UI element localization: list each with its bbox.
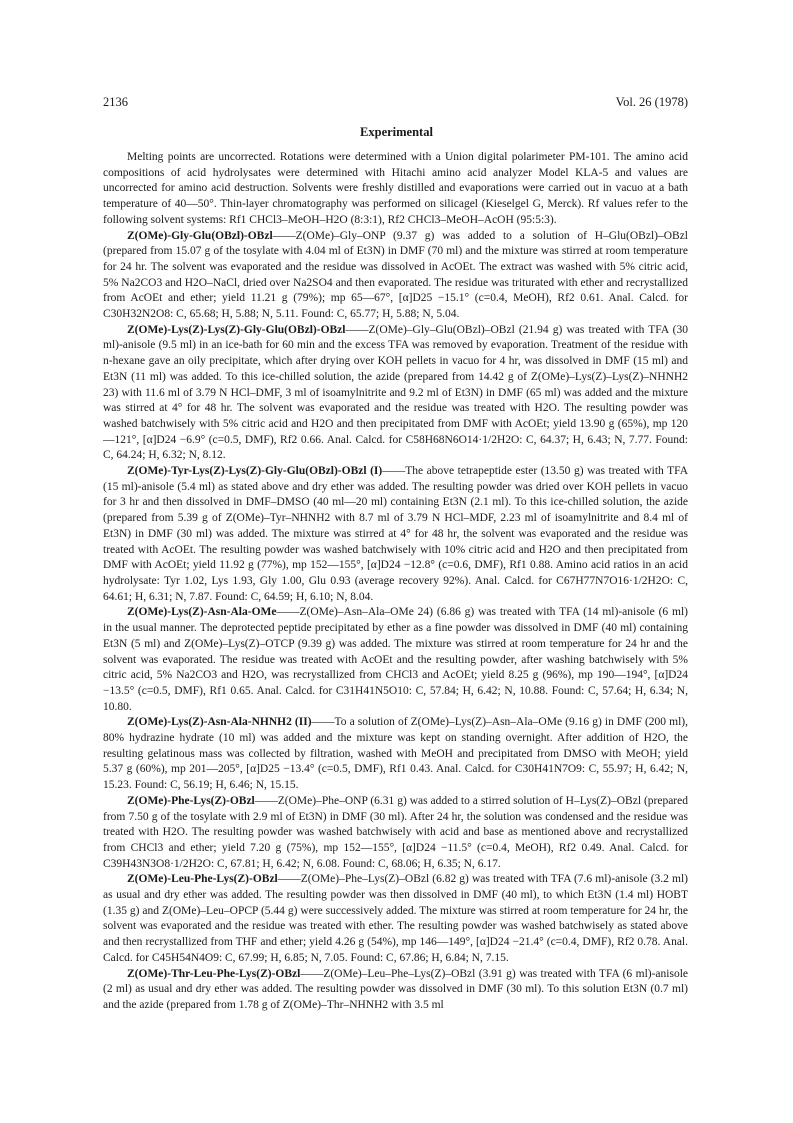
paragraph-heading: Z(OMe)-Lys(Z)-Asn-Ala-NHNH2 (II)	[127, 716, 312, 729]
paragraph-text: ——To a solution of Z(OMe)–Lys(Z)–Asn–Ala–OMe (9.16 g) in DMF (200 ml), 80% hydrazine hydrate (10 ml) was added and the mixture was kept on standing overnight. After addition of H2O, the resulting gelatinous mass was collected by filtration, washed with MeOH and precipitated from DMSO with MeOH; yield 5.37 g (60%), mp 201—205°, [α]D25 −13.4° (c=0.5, DMF), Rf1 0.43. Anal. Calcd. for C30H41N7O9: C, 55.97; H, 6.42; N, 15.23. Found: C, 56.19; H, 6.46; N, 15.15.	[103, 716, 688, 792]
paragraph-compound	[103, 715, 688, 794]
paragraph-heading: Z(OMe)-Phe-Lys(Z)-OBzl	[127, 794, 255, 807]
volume-label: Vol. 26 (1978)	[615, 95, 688, 109]
paragraph-compound	[103, 794, 688, 873]
paragraph-text: ——Z(OMe)–Phe–Lys(Z)–OBzl (6.82 g) was treated with TFA (7.6 ml)-anisole (3.2 ml) as usual and dry ether was added. The resulting powder was then dissolved in DMF (40 ml), to which Et3N (1.4 ml) HOBT (1.35 g) and Z(OMe)–Leu–OPCP (5.44 g) were successively added. The mixture was stirred at room temperature for 24 hr, the solvent was evaporated and the residue was treated with ether. The resulting powder was washed batchwisely as stated above and then recrystallized from THF and ether; yield 4.26 g (54%), mp 146—149°, [α]D24 −21.4° (c=0.4, DMF), Rf2 0.78. Anal. Calcd. for C45H54N4O9: C, 67.99; H, 6.85; N, 7.05. Found: C, 67.86; H, 6.84; N, 7.15.	[103, 873, 688, 964]
paragraph-heading: Z(OMe)-Lys(Z)-Lys(Z)-Gly-Glu(OBzl)-OBzl	[127, 323, 346, 336]
paragraph-heading: Z(OMe)-Leu-Phe-Lys(Z)-OBzl	[127, 873, 278, 886]
paragraph-text: ——Z(OMe)–Asn–Ala–OMe 24) (6.86 g) was treated with TFA (14 ml)-anisole (6 ml) in the usual manner. The deprotected peptide precipitated by ether as a fine powder was dissolved in DMF (40 ml) containing Et3N (5 ml) and Z(OMe)–Lys(Z)–OTCP (9.39 g) was added. The mixture was stirred at room temperature for 24 hr and the solvent was evaporated. The residue was treated with AcOEt and the resulting powder, after washing batchwisely with 5% citric acid, 5% Na2CO3 and H2O, was recrystallized from CHCl3 and AcOEt; yield 8.25 g (96%), mp 190—194°, [α]D24 −13.5° (c=0.5, DMF), Rf1 0.65. Anal. Calcd. for C31H41N5O10: C, 57.84; H, 6.42; N, 10.88. Found: C, 57.64; H, 6.34; N, 10.80.	[103, 606, 688, 713]
paragraph-compound	[103, 872, 688, 966]
experimental-body	[103, 150, 688, 1014]
paragraph-heading: Z(OMe)-Gly-Glu(OBzl)-OBzl	[127, 229, 273, 242]
paragraph-heading: Z(OMe)-Thr-Leu-Phe-Lys(Z)-OBzl	[127, 967, 301, 980]
paragraph-compound	[103, 605, 688, 715]
paragraph-text: ——Z(OMe)–Gly–Glu(OBzl)–OBzl (21.94 g) was treated with TFA (30 ml)-anisole (9.5 ml) in an ice-bath for 60 min and the excess TFA was removed by evaporation. Treatment of the residue with n-hexane gave an oily precipitate, which after drying over KOH pellets in vacuo for 4 hr, was dissolved in DMF (15 ml) and Et3N (11 ml) was added. To this ice-chilled solution, the azide (prepared from 14.42 g of Z(OMe)–Lys(Z)–Lys(Z)–NHNH2 23) with 11.6 ml of 3.79 N HCl–DMF, 3 ml of isoamylnitrite and 9.2 ml of Et3N) in DMF (65 ml) was added and the mixture was stirred at 4° for 48 hr. The solvent was evaporated and the residue was treated with H2O. The resulting powder was washed batchwisely with 5% citric acid and H2O and then precipitated from DMF with AcOEt; yield 13.90 g (65%), mp 120—121°, [α]D24 −6.9° (c=0.5, DMF), Rf2 0.66. Anal. Calcd. for C58H68N6O14·1/2H2O: C, 64.37; H, 6.43; N, 7.77. Found: C, 64.24; H, 6.32; N, 8.12.	[103, 323, 688, 462]
paragraph-text: ——Z(OMe)–Gly–ONP (9.37 g) was added to a solution of H–Glu(OBzl)–OBzl (prepared from 15.07 g of the tosylate with 4.04 ml of Et3N) in DMF (70 ml) and the mixture was stirred at room temperature for 24 hr. The solvent was evaporated and the residue was dissolved in AcOEt. The extract was washed with 5% citric acid, 5% Na2CO3 and H2O–NaCl, dried over Na2SO4 and then evaporated. The residue was triturated with ether and recrystallized from AcOEt and ether; yield 11.21 g (79%); mp 65—67°, [α]D25 −15.1° (c=0.4, MeOH), Rf2 0.61. Anal. Calcd. for C30H32N2O8: C, 65.68; H, 5.88; N, 5.11. Found: C, 65.77; H, 5.88; N, 5.04.	[103, 229, 688, 321]
paragraph-compound	[103, 229, 688, 323]
section-title: Experimental	[360, 125, 433, 139]
paragraph-text: ——Z(OMe)–Phe–ONP (6.31 g) was added to a stirred solution of H–Lys(Z)–OBzl (prepared from 7.50 g of the tosylate with 2.9 ml of Et3N) in DMF (30 ml). After 24 hr, the solution was condensed and the residue was treated with H2O. The resulting powder was washed batchwisely with acid and base as mentioned above and recrystallized from CHCl3 and ether; yield 7.20 g (75%), mp 152—155°, [α]D24 −11.5° (c=0.4, MeOH), Rf2 0.49. Anal. Calcd. for C39H43N3O8·1/2H2O: C, 67.81; H, 6.42; N, 6.08. Found: C, 68.06; H, 6.35; N, 6.17.	[103, 794, 688, 870]
paragraph-intro	[103, 150, 688, 229]
running-header	[103, 95, 688, 111]
page-number: 2136	[103, 95, 128, 109]
paragraph-compound	[103, 323, 688, 464]
paragraph-compound	[103, 464, 688, 605]
paragraph-text: ——The above tetrapeptide ester (13.50 g) was treated with TFA (15 ml)-anisole (5.4 ml) as stated above and dry ether was added. The resulting powder was dried over KOH pellets in vacuo for 3 hr and then dissolved in DMF–DMSO (40 ml—20 ml) containing Et3N (2.1 ml). To this ice-chilled solution, the azide (prepared from 5.39 g of Z(OMe)–Tyr–NHNH2 with 8.7 ml of 3.79 N HCl–MDF, 2.23 ml of isoamylnitrite and 8.4 ml of Et3N) in DMF (30 ml) was added. The mixture was stirred at 4° for 48 hr, the solvent was evaporated and the residue was treated with AcOEt. The resulting powder was washed batchwisely with 10% citric acid and H2O and then precipitated from DMF with AcOEt; yield 11.92 g (77%), mp 152—155°, [α]D24 −12.8° (c=0.6, DMF), Rf1 0.88. Amino acid ratios in an acid hydrolysate: Tyr 1.02, Lys 1.93, Gly 1.00, Glu 0.93 (average recovery 92%). Anal. Calcd. for C67H77N7O16·1/2H2O: C, 64.61; H, 6.31; N, 7.87. Found: C, 64.59; H, 6.10; N, 8.04.	[103, 465, 688, 603]
paragraph-heading: Z(OMe)-Lys(Z)-Asn-Ala-OMe	[127, 606, 277, 619]
paragraph-heading: Z(OMe)-Tyr-Lys(Z)-Lys(Z)-Gly-Glu(OBzl)-OBzl (I)	[127, 465, 383, 478]
paragraph-text: ——Z(OMe)–Leu–Phe–Lys(Z)–OBzl (3.91 g) was treated with TFA (6 ml)-anisole (2 ml) as usual and dry ether was added. The resulting powder was dissolved in DMF (30 ml). To this solution Et3N (0.7 ml) and the azide (prepared from 1.78 g of Z(OMe)–Thr–NHNH2 with 3.5 ml	[103, 967, 688, 1011]
paragraph-text: Melting points are uncorrected. Rotations were determined with a Union digital polarimeter PM-101. The amino acid compositions of acid hydrolysates were determined with Hitachi amino acid analyzer Model KLA-5 and values are uncorrected for amino acid destruction. Solvents were freshly distilled and evaporations were carried out in vacuo at a bath temperature of 40—50°. Thin-layer chromatography was performed on silicagel (Kieselgel G, Merck). Rf values refer to the following solvent systems: Rf1 CHCl3–MeOH–H2O (8:3:1), Rf2 CHCl3–MeOH–AcOH (95:5:3).	[103, 151, 688, 226]
paragraph-compound	[103, 967, 688, 1014]
